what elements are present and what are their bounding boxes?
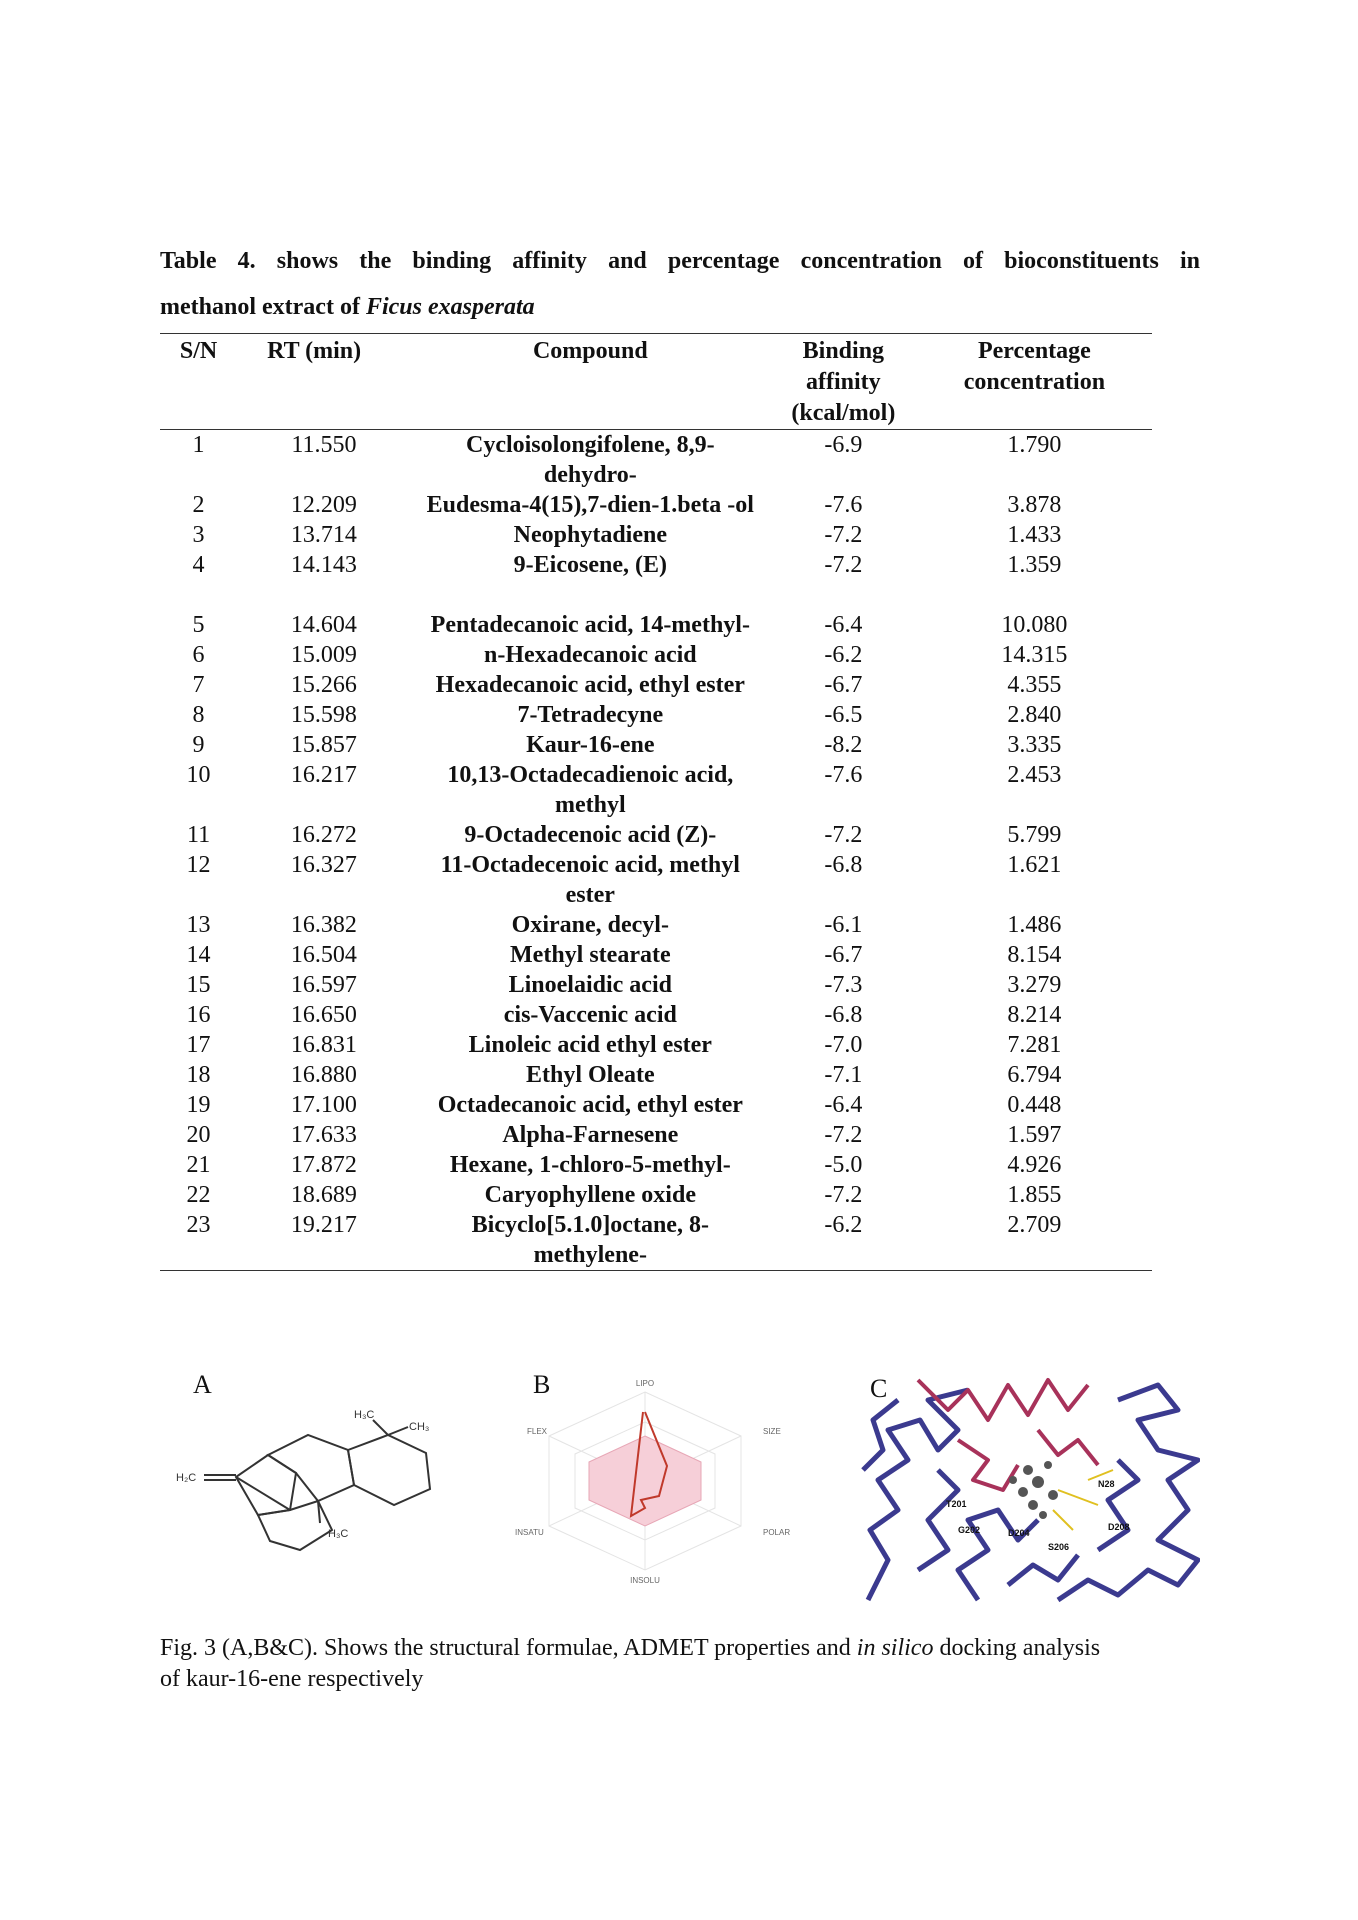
compound-cell: [411, 910, 770, 940]
table-row: [160, 850, 1152, 910]
rt-cell: 12.209: [290, 492, 357, 518]
sn-cell: 21: [186, 1152, 211, 1178]
compound-cell: [411, 490, 770, 520]
sn-cell: 17: [186, 1032, 211, 1058]
rt-cell: 16.597: [290, 972, 357, 998]
compound-name-cont: methylene-: [533, 1242, 647, 1268]
rt-cell: 16.880: [290, 1062, 357, 1088]
rt-cell: 16.831: [290, 1032, 357, 1058]
table-row: [160, 610, 1152, 640]
residue-label: N28: [1098, 1479, 1115, 1489]
compound-cell: [411, 1060, 770, 1090]
sn-cell: 16: [186, 1002, 211, 1028]
percentage-cell: 1.597: [1007, 1122, 1062, 1148]
header-binding-affinity: [770, 334, 917, 430]
table-row: [160, 760, 1152, 820]
sn-cell: 1: [192, 432, 205, 458]
rt-cell: 16.217: [290, 762, 357, 788]
rt-cell: 14.604: [290, 612, 357, 638]
percentage-cell: 2.709: [917, 1210, 1152, 1271]
binding-affinity-cell: -7.2: [824, 1122, 863, 1148]
radar-axis-insolu: INSOLU: [630, 1576, 660, 1585]
radar-axis-lipo: LIPO: [635, 1379, 655, 1388]
residue-label: D204: [1008, 1528, 1030, 1538]
rt-cell: 19.217: [237, 1210, 411, 1271]
compound-name: Kaur-16-ene: [526, 732, 655, 758]
compound-cell: [411, 850, 770, 910]
header-rt: RT (min): [237, 334, 411, 430]
panel-c-label: C: [870, 1374, 888, 1403]
radar-axis-insatu: INSATU: [515, 1528, 544, 1537]
table-row: [160, 730, 1152, 760]
table-row: [160, 1210, 1152, 1271]
table-row: [160, 1030, 1152, 1060]
ring-2: [268, 1435, 354, 1501]
header-binding-l1: Binding: [802, 338, 885, 364]
sn-cell: 19: [186, 1092, 211, 1118]
bond: [388, 1427, 408, 1435]
table-row: [160, 910, 1152, 940]
docking-image: [858, 1370, 1200, 1604]
figure-caption-line1: [160, 1633, 1210, 1664]
table-row: [160, 430, 1152, 491]
compound-name: Neophytadiene: [513, 522, 667, 548]
table-row: [160, 490, 1152, 520]
binding-affinity-cell: -6.9: [824, 432, 863, 458]
protein-backbone: [863, 1385, 1198, 1600]
percentage-cell: 1.359: [1007, 552, 1062, 578]
species-name: Ficus exasperata: [365, 294, 535, 320]
compound-cell: [411, 820, 770, 850]
figure-caption-line2: of kaur-16-ene respectively: [160, 1666, 424, 1692]
rt-cell: 17.100: [290, 1092, 357, 1118]
figure-caption-italic: in silico: [856, 1635, 934, 1661]
compound-cell: [411, 1030, 770, 1060]
table-row: [160, 1000, 1152, 1030]
table-row: [160, 550, 1152, 580]
panel-a-label: A: [193, 1370, 212, 1399]
radar-optimal-zone: [589, 1436, 701, 1526]
rt-cell: 14.143: [290, 552, 357, 578]
binding-affinity-cell: -7.2: [824, 822, 863, 848]
row-spacer: [160, 580, 1152, 610]
percentage-cell: 6.794: [1007, 1062, 1062, 1088]
percentage-cell: 14.315: [1001, 642, 1068, 668]
compound-cell: [411, 640, 770, 670]
ring-3: [348, 1435, 430, 1505]
percentage-cell: 4.355: [1007, 672, 1062, 698]
table-header: [160, 334, 1152, 430]
header-percentage: [917, 334, 1152, 430]
compound-cell: [411, 1180, 770, 1210]
table-row: [160, 1180, 1152, 1210]
rt-cell: 16.504: [290, 942, 357, 968]
percentage-cell: 2.453: [1007, 762, 1062, 788]
binding-affinity-cell: -6.7: [824, 942, 863, 968]
table-row: [160, 520, 1152, 550]
compound-name: 9-Eicosene, (E): [513, 552, 667, 578]
table-caption-line1: Table 4. shows the binding affinity and percentage concentration of bioconstituents in: [160, 248, 1200, 274]
ch3-label: CH₃: [409, 1421, 430, 1433]
table-caption: [160, 238, 1200, 330]
table-row: [160, 970, 1152, 1000]
binding-affinity-cell: -7.3: [824, 972, 863, 998]
sn-cell: 18: [186, 1062, 211, 1088]
sn-cell: 23: [160, 1210, 237, 1271]
binding-affinity-cell: -5.0: [824, 1152, 863, 1178]
h3c-bottom-label: H₃C: [328, 1528, 349, 1540]
table-row: [160, 1120, 1152, 1150]
compound-name: Eudesma-4(15),7-dien-1.beta -ol: [426, 492, 754, 518]
figure-caption: [160, 1633, 1210, 1695]
ring-4: [258, 1501, 332, 1550]
compound-name: Bicyclo[5.1.0]octane, 8-: [471, 1212, 709, 1238]
compound-cell: [411, 940, 770, 970]
compound-name: Alpha-Farnesene: [502, 1122, 679, 1148]
header-percent-l2: concentration: [963, 369, 1106, 395]
compound-name: Ethyl Oleate: [525, 1062, 655, 1088]
table-caption-line2: [160, 284, 1200, 330]
sn-cell: 14: [186, 942, 211, 968]
table-row: [160, 1150, 1152, 1180]
binding-affinity-cell: -6.2: [824, 642, 863, 668]
table-row: [160, 640, 1152, 670]
binding-affinity-cell: -8.2: [824, 732, 863, 758]
compound-name-cont: methyl: [554, 792, 626, 818]
rt-cell: 16.650: [290, 1002, 357, 1028]
percentage-cell: 1.855: [1007, 1182, 1062, 1208]
binding-affinity-cell: -6.1: [824, 912, 863, 938]
sn-cell: 4: [192, 552, 205, 578]
compound-name: Octadecanoic acid, ethyl ester: [437, 1092, 743, 1118]
admet-radar-chart: [505, 1378, 795, 1598]
compound-name: Pentadecanoic acid, 14-methyl-: [430, 612, 750, 638]
compound-name: 11-Octadecenoic acid, methyl: [440, 852, 740, 878]
compound-name: Hexadecanoic acid, ethyl ester: [435, 672, 745, 698]
table-row: [160, 670, 1152, 700]
rt-cell: 18.689: [290, 1182, 357, 1208]
sn-cell: 2: [192, 492, 205, 518]
percentage-cell: 2.840: [1007, 702, 1062, 728]
rt-cell: 11.550: [291, 432, 357, 458]
compound-cell: [411, 1090, 770, 1120]
binding-affinity-cell: -6.2: [770, 1210, 917, 1271]
percentage-cell: 3.335: [1007, 732, 1062, 758]
sn-cell: 11: [186, 822, 211, 848]
rt-cell: 17.872: [290, 1152, 357, 1178]
compound-name: Methyl stearate: [510, 942, 671, 968]
binding-affinity-cell: -6.5: [824, 702, 863, 728]
radar-axis-size: SIZE: [763, 1427, 781, 1436]
bond: [373, 1420, 388, 1435]
bond: [236, 1477, 290, 1510]
figure-caption-prefix: Fig. 3 (A,B&C). Shows the structural formulae, ADMET properties and: [160, 1635, 857, 1661]
compound-name: Cycloisolongifolene, 8,9-: [465, 432, 715, 458]
table-row: [160, 1060, 1152, 1090]
compound-cell: [411, 430, 770, 491]
residue-label: T201: [946, 1499, 967, 1509]
residue-label: G202: [958, 1525, 981, 1535]
compounds-table: [160, 333, 1152, 1271]
table-row: [160, 820, 1152, 850]
table-caption-prefix: methanol extract of: [160, 294, 366, 320]
sn-cell: 6: [192, 642, 205, 668]
binding-affinity-cell: -7.0: [824, 1032, 863, 1058]
binding-affinity-cell: -6.8: [824, 852, 863, 878]
rt-cell: 17.633: [290, 1122, 357, 1148]
table-row: [160, 940, 1152, 970]
compound-name: Linoleic acid ethyl ester: [468, 1032, 712, 1058]
ring-1: [236, 1455, 296, 1515]
binding-affinity-cell: -6.4: [824, 1092, 863, 1118]
compound-cell: [411, 730, 770, 760]
sn-cell: 15: [186, 972, 211, 998]
radar-axis-flex: FLEX: [527, 1427, 548, 1436]
percentage-cell: 1.621: [1007, 852, 1062, 878]
sn-cell: 9: [192, 732, 205, 758]
compound-name: Caryophyllene oxide: [484, 1182, 696, 1208]
sn-cell: 3: [192, 522, 205, 548]
percentage-cell: 1.433: [1007, 522, 1062, 548]
table-row: [160, 700, 1152, 730]
table-body: [160, 430, 1152, 1271]
rt-cell: 16.272: [290, 822, 357, 848]
rt-cell: 13.714: [290, 522, 357, 548]
percentage-cell: 5.799: [1007, 822, 1062, 848]
binding-affinity-cell: -7.2: [824, 1182, 863, 1208]
percentage-cell: 8.214: [1007, 1002, 1062, 1028]
sn-cell: 20: [186, 1122, 211, 1148]
compound-name: Oxirane, decyl-: [511, 912, 669, 938]
binding-affinity-cell: -7.2: [824, 552, 863, 578]
compound-name: cis-Vaccenic acid: [503, 1002, 677, 1028]
sn-cell: 13: [186, 912, 211, 938]
binding-affinity-cell: -6.8: [824, 1002, 863, 1028]
compound-cell: [411, 700, 770, 730]
percentage-cell: 4.926: [1007, 1152, 1062, 1178]
header-binding-l3: (kcal/mol): [791, 400, 896, 426]
figure-caption-suffix: docking analysis: [933, 1635, 1101, 1661]
compound-cell: [411, 610, 770, 640]
structural-formula: [168, 1405, 468, 1575]
header-binding-l2: affinity: [806, 369, 881, 395]
percentage-cell: 3.878: [1007, 492, 1062, 518]
header-compound: Compound: [411, 334, 770, 430]
rt-cell: 16.382: [290, 912, 357, 938]
sn-cell: 12: [186, 852, 211, 878]
compound-name-cont: ester: [565, 882, 615, 908]
rt-cell: 16.327: [290, 852, 357, 878]
rt-cell: 15.266: [290, 672, 357, 698]
compound-cell: [411, 1000, 770, 1030]
compound-name: 10,13-Octadecadienoic acid,: [447, 762, 734, 788]
table-row: [160, 1090, 1152, 1120]
percentage-cell: 10.080: [1001, 612, 1068, 638]
compound-cell: [411, 1150, 770, 1180]
binding-affinity-cell: -6.7: [824, 672, 863, 698]
compound-cell: [411, 760, 770, 820]
rt-cell: 15.857: [290, 732, 357, 758]
compound-cell: [411, 1120, 770, 1150]
radar-axis-polar: POLAR: [763, 1528, 791, 1537]
sn-cell: 22: [186, 1182, 211, 1208]
header-sn: S/N: [160, 334, 237, 430]
percentage-cell: 8.154: [1007, 942, 1062, 968]
percentage-cell: 1.486: [1007, 912, 1062, 938]
compound-cell: [411, 520, 770, 550]
percentage-cell: 7.281: [1007, 1032, 1062, 1058]
binding-affinity-cell: -7.2: [824, 522, 863, 548]
binding-affinity-cell: -7.6: [824, 492, 863, 518]
binding-affinity-cell: -7.6: [824, 762, 863, 788]
compound-name-cont: dehydro-: [543, 462, 637, 488]
percentage-cell: 1.790: [1007, 432, 1062, 458]
percentage-cell: 0.448: [1007, 1092, 1062, 1118]
sn-cell: 5: [192, 612, 205, 638]
compound-cell: [411, 970, 770, 1000]
rt-cell: 15.009: [290, 642, 357, 668]
sn-cell: 7: [192, 672, 205, 698]
panel-b-label: B: [533, 1370, 551, 1399]
compound-name: 7-Tetradecyne: [517, 702, 664, 728]
compound-name: Hexane, 1-chloro-5-methyl-: [449, 1152, 731, 1178]
sn-cell: 10: [186, 762, 211, 788]
header-percent-l1: Percentage: [977, 338, 1091, 364]
percentage-cell: 3.279: [1007, 972, 1062, 998]
residue-label: D208: [1108, 1522, 1130, 1532]
compound-cell: [411, 670, 770, 700]
binding-affinity-cell: -6.4: [824, 612, 863, 638]
binding-affinity-cell: -7.1: [824, 1062, 863, 1088]
compound-name: Linoelaidic acid: [508, 972, 672, 998]
residue-label: S206: [1048, 1542, 1070, 1552]
compound-name: 9-Octadecenoic acid (Z)-: [464, 822, 717, 848]
sn-cell: 8: [192, 702, 205, 728]
h3c-top-label: H₃C: [354, 1409, 375, 1421]
compound-cell: [411, 1210, 770, 1271]
h2c-label: H₂C: [176, 1472, 197, 1484]
compound-name: n-Hexadecanoic acid: [483, 642, 697, 668]
rt-cell: 15.598: [290, 702, 357, 728]
compound-cell: [411, 550, 770, 580]
